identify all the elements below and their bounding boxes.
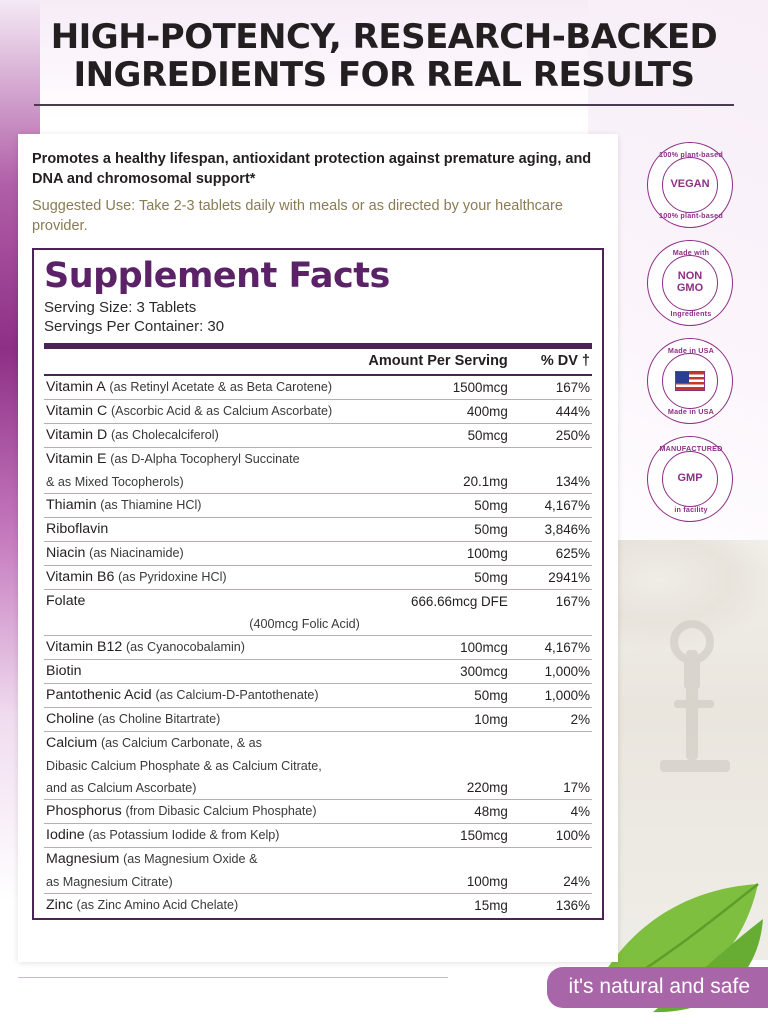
ingredient-name: Phosphorus (from Dibasic Calcium Phosphate): [44, 799, 362, 823]
badge-center: GMP: [662, 451, 718, 507]
ingredient-amount: [362, 847, 510, 871]
ingredient-dv: [510, 731, 592, 755]
table-row: [44, 423, 592, 447]
ingredient-dv: 134%: [555, 474, 590, 489]
ingredient-name: Vitamin B12 (as Cyanocobalamin): [44, 635, 362, 659]
badge-top-label: Made with: [672, 248, 710, 257]
page-title: [18, 18, 750, 94]
usa-flag-icon: [675, 371, 705, 391]
ingredient-amount: 150mcg: [362, 823, 510, 847]
badge-top-label: Made in USA: [667, 346, 715, 355]
table-row: [44, 399, 592, 423]
ingredient-dv: 100%: [510, 823, 592, 847]
badge-top-label: 100% plant-based: [659, 150, 723, 159]
gmp-badge: [647, 436, 733, 522]
ingredient-amount: 48mg: [362, 799, 510, 823]
ingredient-name: Biotin: [44, 659, 362, 683]
ingredient-name: (400mcg Folic Acid): [249, 617, 360, 631]
servings-per-container: Servings Per Container: 30: [44, 317, 225, 335]
table-row: [44, 755, 592, 777]
ingredient-amount: 100mg: [362, 541, 510, 565]
ingredient-dv: 167%: [510, 375, 592, 400]
ingredient-dv: 24%: [563, 874, 590, 889]
badge-bottom-label: 100% plant-based: [659, 211, 723, 220]
facts-table-body: [44, 375, 592, 917]
ingredient-name: and as Calcium Ascorbate): [46, 781, 197, 795]
promo-text: Promotes a healthy lifespan, antioxidant protection against premature aging, and DNA and chromosomal support*: [32, 151, 592, 187]
supplement-facts-table: [44, 349, 592, 917]
badge-center: [662, 353, 718, 409]
ingredient-dv: [510, 447, 592, 471]
ingredient-dv: 2941%: [510, 565, 592, 589]
certification-badges: [630, 142, 750, 522]
ingredient-dv: 167%: [510, 589, 592, 613]
ingredient-dv: 2%: [510, 707, 592, 731]
ingredient-name: Thiamin (as Thiamine HCl): [44, 493, 362, 517]
ingredient-dv: 250%: [510, 423, 592, 447]
ingredient-name: Zinc (as Zinc Amino Acid Chelate): [44, 893, 362, 917]
table-row: [44, 589, 592, 613]
ingredient-amount: 1500mcg: [362, 375, 510, 400]
ingredient-amount: 220mg: [466, 780, 508, 795]
supplement-facts-title: Supplement Facts: [44, 256, 390, 297]
ingredient-amount: 10mg: [362, 707, 510, 731]
ingredient-dv: 136%: [510, 893, 592, 917]
table-row: [44, 871, 592, 894]
table-row: [44, 823, 592, 847]
ingredient-amount: 400mg: [362, 399, 510, 423]
ingredient-amount: 100mg: [466, 874, 508, 889]
ingredient-name: Magnesium (as Magnesium Oxide &: [44, 847, 362, 871]
non-gmo-badge: [647, 240, 733, 326]
table-row: [44, 613, 592, 636]
ingredient-name: Vitamin C (Ascorbic Acid & as Calcium Ascorbate): [44, 399, 362, 423]
made-in-usa-badge: [647, 338, 733, 424]
ingredient-name: Iodine (as Potassium Iodide & from Kelp): [44, 823, 362, 847]
ingredient-dv: [510, 613, 592, 636]
badge-center: VEGAN: [662, 157, 718, 213]
ingredient-amount: 300mcg: [362, 659, 510, 683]
table-row: [44, 565, 592, 589]
table-row: [44, 493, 592, 517]
table-row: [44, 893, 592, 917]
ingredient-name: Vitamin E (as D-Alpha Tocopheryl Succinate: [44, 447, 362, 471]
badge-center: NON GMO: [662, 255, 718, 311]
ingredient-amount: 50mg: [362, 493, 510, 517]
ingredient-amount: [362, 613, 510, 636]
ingredient-name: as Magnesium Citrate): [46, 875, 173, 889]
ingredient-name: Riboflavin: [44, 517, 362, 541]
serving-size: Serving Size: 3 Tablets: [44, 299, 197, 316]
supplement-card: [18, 134, 618, 962]
vegan-badge: [647, 142, 733, 228]
table-row: [44, 707, 592, 731]
ingredient-dv: 1,000%: [510, 659, 592, 683]
ingredient-name: Folate: [44, 589, 362, 613]
ingredient-dv: 4,167%: [510, 635, 592, 659]
ingredient-name: Niacin (as Niacinamide): [44, 541, 362, 565]
ingredient-dv: 4%: [510, 799, 592, 823]
tagline-banner: it's natural and safe: [547, 967, 768, 1008]
ingredient-dv: 1,000%: [510, 683, 592, 707]
ingredient-name: Dibasic Calcium Phosphate & as Calcium Citrate,: [46, 759, 322, 773]
ingredient-name: & as Mixed Tocopherols): [46, 475, 184, 489]
ingredient-dv: [510, 755, 592, 777]
badge-bottom-label: in facility: [674, 505, 708, 514]
ingredient-amount: 15mg: [362, 893, 510, 917]
ingredient-amount: 50mg: [362, 565, 510, 589]
table-row: [44, 659, 592, 683]
ingredient-dv: [510, 847, 592, 871]
table-row: [44, 799, 592, 823]
ingredient-dv: 625%: [510, 541, 592, 565]
badge-top-label: MANUFACTURED: [659, 444, 723, 453]
footer-divider: [18, 977, 448, 978]
badge-bottom-label: Ingredients: [670, 309, 712, 318]
ingredient-amount: 100mcg: [362, 635, 510, 659]
ingredient-amount: 50mg: [362, 517, 510, 541]
facts-header-blank: [44, 349, 362, 375]
ingredient-name: Vitamin D (as Cholecalciferol): [44, 423, 362, 447]
ingredient-amount: [362, 731, 510, 755]
ingredient-dv: 3,846%: [510, 517, 592, 541]
facts-header-dv: % DV †: [540, 352, 590, 369]
table-row: [44, 447, 592, 471]
ingredient-name: Pantothenic Acid (as Calcium-D-Pantothenate): [44, 683, 362, 707]
facts-header-amount: Amount Per Serving: [368, 352, 508, 369]
ingredient-amount: 50mcg: [362, 423, 510, 447]
table-row: [44, 471, 592, 494]
header-divider: [34, 104, 734, 106]
badge-bottom-label: Made in USA: [667, 407, 715, 416]
table-row: [44, 541, 592, 565]
page-header: [0, 18, 768, 106]
ingredient-dv: 17%: [563, 780, 590, 795]
table-row: [44, 683, 592, 707]
ingredient-dv: 4,167%: [510, 493, 592, 517]
ingredient-name: Vitamin B6 (as Pyridoxine HCl): [44, 565, 362, 589]
facts-table-head: [44, 349, 592, 375]
ingredient-name: Choline (as Choline Bitartrate): [44, 707, 362, 731]
table-row: [44, 777, 592, 800]
facts-header-row: [44, 349, 592, 375]
table-row: [44, 517, 592, 541]
supplement-facts-panel: [32, 248, 604, 920]
ingredient-name: Vitamin A (as Retinyl Acetate & as Beta Carotene): [44, 375, 362, 400]
suggested-use-text: Suggested Use: Take 2-3 tablets daily with meals or as directed by your healthcare provider.: [32, 198, 563, 234]
table-row: [44, 375, 592, 400]
ingredient-dv: 444%: [510, 399, 592, 423]
page-title-line1: HIGH-POTENCY, RESEARCH-BACKED: [50, 17, 718, 57]
table-row: [44, 847, 592, 871]
ingredient-amount: [362, 447, 510, 471]
ingredient-name: Calcium (as Calcium Carbonate, & as: [44, 731, 362, 755]
ingredient-amount: 20.1mg: [463, 474, 508, 489]
ingredient-amount: 50mg: [362, 683, 510, 707]
table-row: [44, 635, 592, 659]
page-title-line2: INGREDIENTS FOR REAL RESULTS: [73, 55, 695, 96]
ingredient-amount: [362, 755, 510, 777]
table-row: [44, 731, 592, 755]
ingredient-amount: 666.66mcg DFE: [362, 589, 510, 613]
microscope-illustration: [640, 590, 750, 810]
